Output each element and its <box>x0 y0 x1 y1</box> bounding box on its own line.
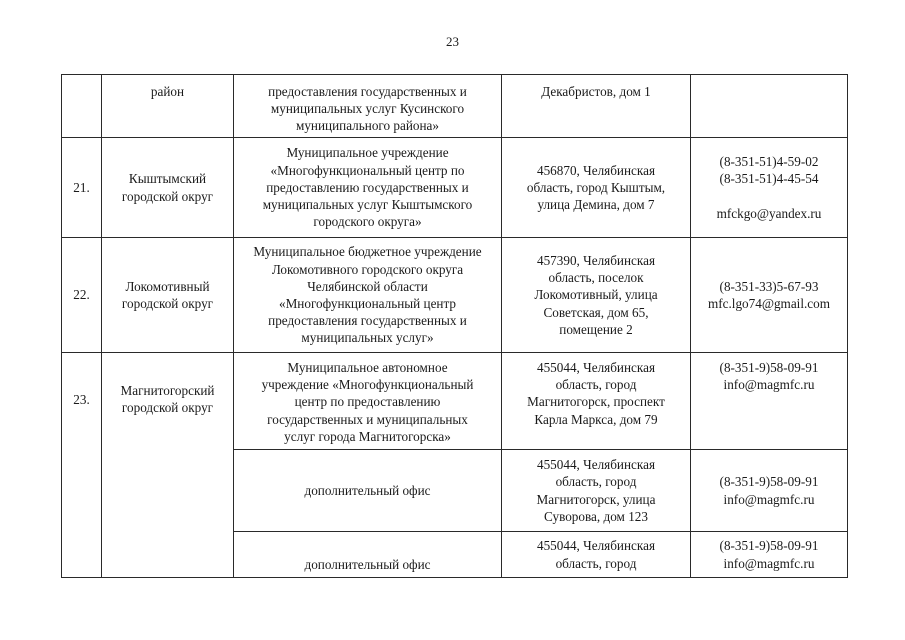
address-cell: 456870, Челябинская область, город Кыштым, улица Демина, дом 7 <box>502 138 691 238</box>
mfc-directory-table <box>61 74 848 578</box>
district-cell: Кыштымский городской округ <box>102 138 234 238</box>
table-row <box>62 138 848 238</box>
address-cell: 455044, Челябинская область, город Магнитогорск, улица Суворова, дом 123 <box>502 450 691 532</box>
contacts-cell: (8-351-9)58-09-91 info@magmfc.ru <box>691 353 848 450</box>
contacts-cell <box>691 75 848 138</box>
row-number-cell: 22. <box>62 238 102 353</box>
institution-cell: предоставления государственных и муниципальных услуг Кусинского муниципального района» <box>234 75 502 138</box>
table-row <box>62 353 848 450</box>
contacts-cell: (8-351-9)58-09-91 info@magmfc.ru <box>691 450 848 532</box>
district-cell: район <box>102 75 234 138</box>
address-cell: 455044, Челябинская область, город Магнитогорск, проспект Карла Маркса, дом 79 <box>502 353 691 450</box>
institution-cell: Муниципальное автономное учреждение «Многофункциональный центр по предоставлению государственных и муниципальных услуг города Магнитогорска» <box>234 353 502 450</box>
institution-cell: Муниципальное бюджетное учреждение Локомотивного городского округа Челябинской области «Многофункциональный центр предоставления государственных и муниципальных услуг» <box>234 238 502 353</box>
district-cell: Магнитогорский городской округ <box>102 353 234 578</box>
address-cell: 455044, Челябинская область, город <box>502 532 691 578</box>
institution-cell: дополнительный офис <box>234 450 502 532</box>
contacts-cell: (8-351-9)58-09-91 info@magmfc.ru <box>691 532 848 578</box>
institution-cell: дополнительный офис <box>234 532 502 578</box>
row-number-cell: 21. <box>62 138 102 238</box>
address-cell: 457390, Челябинская область, поселок Локомотивный, улица Советская, дом 65, помещение 2 <box>502 238 691 353</box>
table-row <box>62 238 848 353</box>
table-row <box>62 75 848 138</box>
institution-cell: Муниципальное учреждение «Многофункциональный центр по предоставлению государственных и муниципальных услуг Кыштымского городского округа» <box>234 138 502 238</box>
district-cell: Локомотивный городской округ <box>102 238 234 353</box>
contacts-cell: (8-351-51)4-59-02 (8-351-51)4-45-54 mfckgo@yandex.ru <box>691 138 848 238</box>
row-number-cell: 23. <box>62 353 102 578</box>
page-number: 23 <box>446 34 459 49</box>
contacts-cell: (8-351-33)5-67-93 mfc.lgo74@gmail.com <box>691 238 848 353</box>
address-cell: Декабристов, дом 1 <box>502 75 691 138</box>
row-number-cell <box>62 75 102 138</box>
